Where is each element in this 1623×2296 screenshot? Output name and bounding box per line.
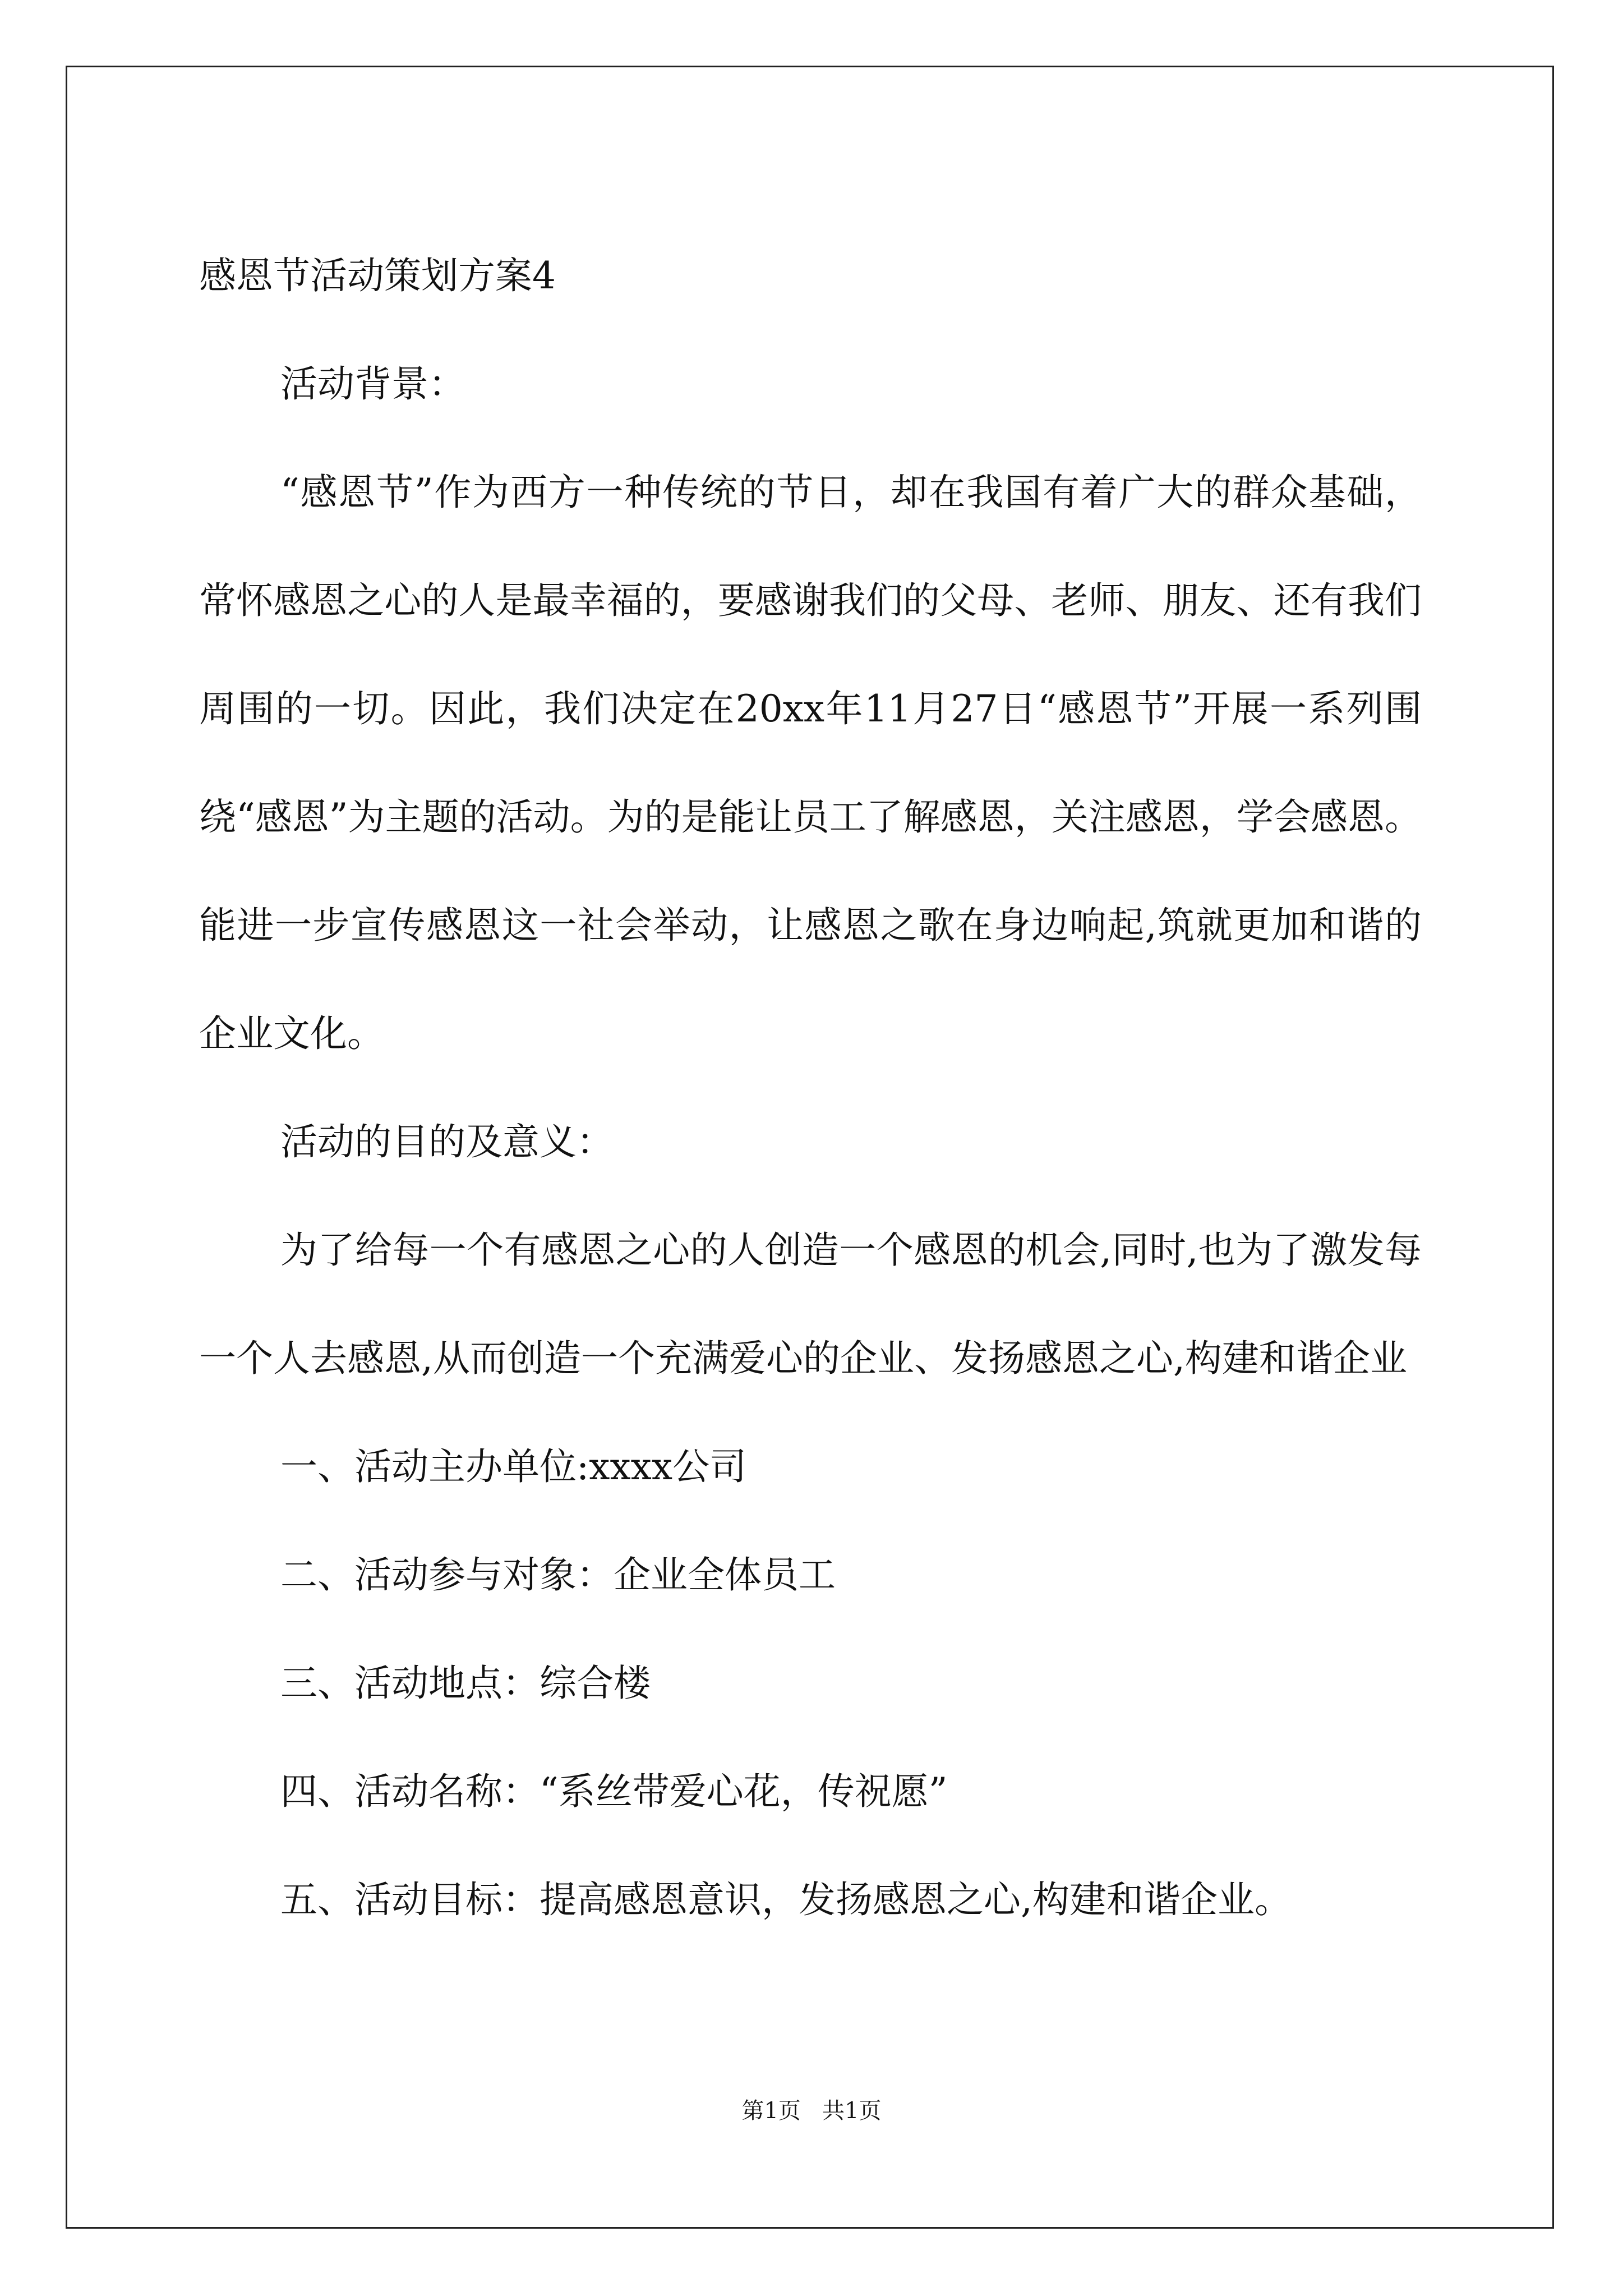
list-item-organizer: 一、活动主办单位:xxxx公司	[280, 1445, 747, 1488]
section-heading-purpose: 活动的目的及意义：	[280, 1120, 614, 1163]
list-item-participants: 二、活动参与对象：企业全体员工	[280, 1553, 836, 1596]
document-title: 感恩节活动策划方案4	[199, 254, 556, 297]
list-item-name: 四、活动名称：“系丝带爱心花，传祝愿”	[280, 1770, 948, 1813]
document-body	[199, 222, 1422, 1954]
list-item-goal: 五、活动目标：提高感恩意识，发扬感恩之心,构建和谐企业。	[280, 1878, 1292, 1921]
page-number-footer: 第1页 共1页	[741, 2098, 882, 2124]
paragraph-purpose: 为了给每一个有感恩之心的人创造一个感恩的机会,同时,也为了激发每一个人去感恩,从而创造一个充满爱心的企业、发扬感恩之心,构建和谐企业	[199, 1228, 1422, 1380]
section-heading-background: 活动背景：	[280, 362, 465, 406]
list-item-location: 三、活动地点：综合楼	[280, 1662, 651, 1705]
paragraph-background: “感恩节”作为西方一种传统的节日，却在我国有着广大的群众基础，常怀感恩之心的人是最幸福的，要感谢我们的父母、老师、朋友、还有我们周围的一切。因此，我们决定在20xx年11月27日“感恩节”开展一系列围绕“感恩”为主题的活动。为的是能让员工了解感恩，关注感恩，学会感恩。能进一步宣传感恩这一社会举动，让感恩之歌在身边响起,筑就更加和谐的企业文化。	[199, 471, 1422, 1055]
